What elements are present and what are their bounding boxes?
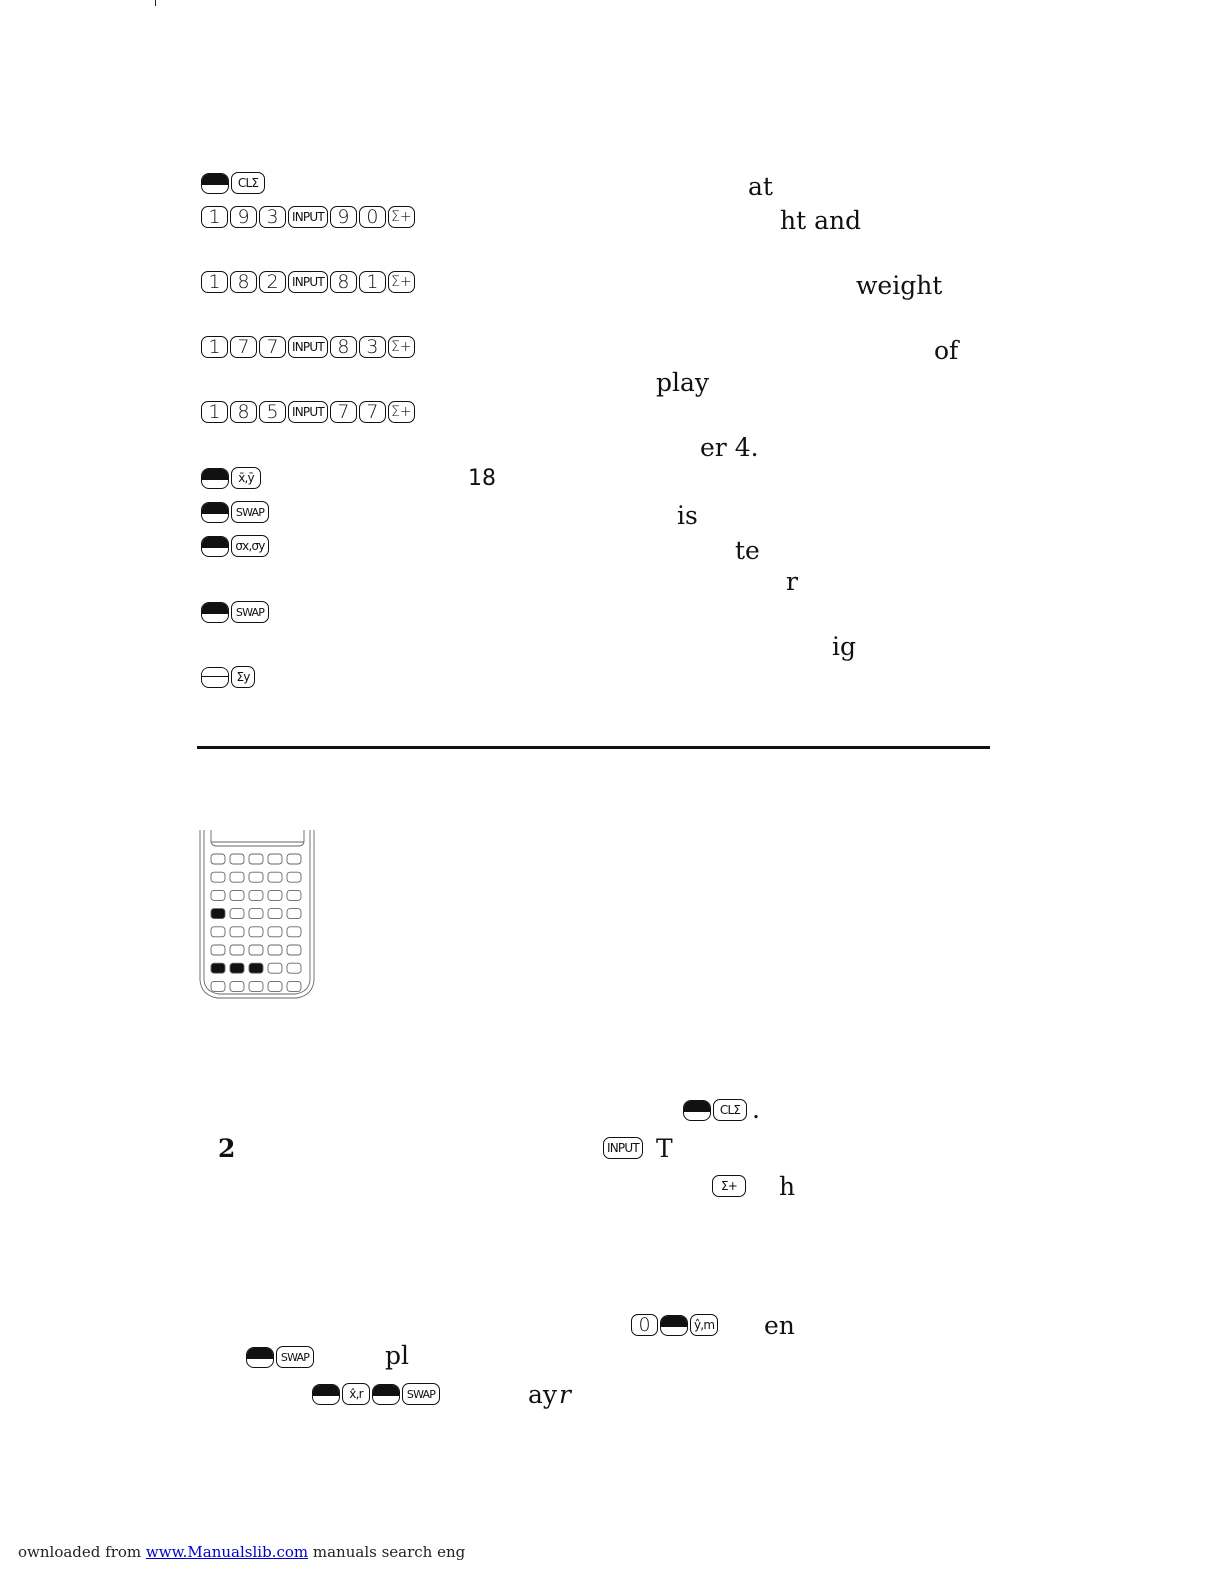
text-fragment: te: [735, 536, 760, 565]
calculator-key: [249, 909, 263, 919]
shift-key-icon: [201, 667, 229, 688]
shift-key-icon: [246, 1347, 274, 1368]
calculator-key: [230, 854, 244, 864]
sum-y-key: Σy: [231, 666, 255, 688]
y-hat-m-key: ŷ,m: [690, 1314, 718, 1336]
footer-prefix: ownloaded from: [18, 1543, 142, 1561]
digit-key: 8: [330, 271, 357, 293]
text-fragment: r: [786, 567, 798, 596]
calculator-key: [287, 909, 301, 919]
text-fragment: er 4.: [700, 433, 759, 462]
digit-key: 7: [259, 336, 286, 358]
calculator-key: [249, 945, 263, 955]
digit-key: 1: [201, 206, 228, 228]
std-dev-key: σx,σy: [231, 535, 269, 557]
shift-key-icon: [372, 1384, 400, 1405]
digit-key: 9: [330, 206, 357, 228]
shift-key-icon: [201, 173, 229, 194]
keystroke-sigma-plus: [712, 1174, 746, 1198]
calculator-key: [268, 909, 282, 919]
calculator-key: [268, 890, 282, 900]
keystroke-sum-y: [201, 665, 255, 689]
keystroke-entry-4: [201, 400, 415, 424]
section-divider: [197, 746, 990, 749]
calculator-key: [287, 945, 301, 955]
text-fragment: .: [752, 1095, 760, 1124]
calculator-key: [249, 981, 263, 991]
keystroke-swap: [246, 1345, 314, 1369]
text-fragment: at: [748, 172, 773, 201]
calculator-key: [230, 909, 244, 919]
x-hat-r-key: x̂,r: [342, 1383, 370, 1405]
calculator-key: [211, 854, 225, 864]
calculator-key: [230, 927, 244, 937]
keystroke-std-dev: [201, 534, 269, 558]
calculator-key: [211, 890, 225, 900]
input-key: INPUT: [288, 206, 328, 228]
text-fragment: pl: [385, 1341, 409, 1370]
calculator-key: [230, 890, 244, 900]
sigma-plus-key: Σ+: [712, 1175, 746, 1197]
digit-key: 2: [259, 271, 286, 293]
digit-key: 0: [631, 1314, 658, 1336]
calculator-key: [211, 963, 225, 973]
swap-key: SWAP: [402, 1383, 440, 1405]
calculator-key: [211, 927, 225, 937]
keystroke-swap: [201, 600, 269, 624]
text-fragment: ay: [528, 1380, 558, 1409]
calculator-key: [287, 890, 301, 900]
digit-key: 1: [201, 336, 228, 358]
text-fragment: weight: [856, 271, 943, 300]
digit-key: 1: [359, 271, 386, 293]
shift-key-icon: [201, 602, 229, 623]
mean-key: x̄,ȳ: [231, 467, 261, 489]
input-key: INPUT: [288, 336, 328, 358]
calculator-key: [268, 872, 282, 882]
calculator-key: [211, 909, 225, 919]
calculator-key: [230, 872, 244, 882]
manualslib-link[interactable]: www.Manualslib.com: [145, 1543, 309, 1561]
digit-key: 5: [259, 401, 286, 423]
digit-key: 7: [230, 336, 257, 358]
sigma-plus-key: Σ+: [388, 206, 415, 228]
digit-key: 8: [330, 336, 357, 358]
cl-sigma-key: CLΣ: [713, 1099, 747, 1121]
calculator-key: [287, 872, 301, 882]
keystroke-swap: [201, 500, 269, 524]
digit-key: 1: [201, 271, 228, 293]
digit-key: 3: [359, 336, 386, 358]
shift-key-icon: [201, 502, 229, 523]
digit-key: 3: [259, 206, 286, 228]
display-value: 18: [468, 466, 496, 491]
text-fragment: is: [677, 501, 698, 530]
step-number: 2: [218, 1134, 236, 1163]
calculator-key: [211, 945, 225, 955]
swap-key: SWAP: [231, 601, 269, 623]
input-key: INPUT: [288, 271, 328, 293]
keystroke-forecast-x: [312, 1382, 440, 1406]
crop-mark: [155, 0, 156, 6]
calculator-key: [268, 945, 282, 955]
input-key: INPUT: [288, 401, 328, 423]
sigma-plus-key: Σ+: [388, 271, 415, 293]
keystroke-input: [603, 1136, 643, 1160]
calculator-key: [211, 872, 225, 882]
sigma-plus-key: Σ+: [388, 336, 415, 358]
calculator-key: [268, 927, 282, 937]
swap-key: SWAP: [231, 501, 269, 523]
text-fragment: r: [559, 1380, 571, 1409]
calculator-key: [287, 927, 301, 937]
calculator-key: [268, 963, 282, 973]
digit-key: 0: [359, 206, 386, 228]
shift-key-icon: [312, 1384, 340, 1405]
keystroke-forecast-y: [631, 1313, 718, 1337]
cl-sigma-key: CLΣ: [231, 172, 265, 194]
calculator-keyboard-icon: [197, 830, 317, 1005]
calculator-key: [249, 854, 263, 864]
text-fragment: of: [934, 336, 959, 365]
digit-key: 7: [330, 401, 357, 423]
swap-key: SWAP: [276, 1346, 314, 1368]
shift-key-icon: [683, 1100, 711, 1121]
input-key: INPUT: [603, 1137, 643, 1159]
digit-key: 8: [230, 271, 257, 293]
keystroke-mean: [201, 466, 261, 490]
keystroke-clear-stats: [683, 1098, 747, 1122]
text-fragment: ig: [832, 632, 856, 661]
keystroke-entry-2: [201, 270, 415, 294]
digit-key: 9: [230, 206, 257, 228]
shift-key-icon: [201, 468, 229, 489]
text-fragment: T: [656, 1134, 673, 1163]
calculator-key: [230, 945, 244, 955]
calculator-key: [249, 927, 263, 937]
text-fragment: play: [656, 368, 710, 397]
footer-suffix: manuals search eng: [312, 1543, 466, 1561]
calculator-key: [287, 854, 301, 864]
calculator-key: [249, 872, 263, 882]
calculator-key: [268, 981, 282, 991]
calculator-key: [249, 963, 263, 973]
text-fragment: ht and: [780, 206, 862, 235]
keystroke-entry-3: [201, 335, 415, 359]
shift-key-icon: [660, 1315, 688, 1336]
digit-key: 8: [230, 401, 257, 423]
text-fragment: h: [779, 1172, 796, 1201]
calculator-key: [287, 963, 301, 973]
text-fragment: en: [764, 1311, 795, 1340]
calculator-key: [230, 963, 244, 973]
keystroke-clear-stats: [201, 171, 265, 195]
footer-source: [18, 1543, 465, 1561]
shift-key-icon: [201, 536, 229, 557]
keystroke-entry-1: [201, 205, 415, 229]
calculator-key: [249, 890, 263, 900]
calculator-key: [287, 981, 301, 991]
calculator-key: [230, 981, 244, 991]
calculator-key: [268, 854, 282, 864]
digit-key: 1: [201, 401, 228, 423]
calculator-key: [211, 981, 225, 991]
digit-key: 7: [359, 401, 386, 423]
sigma-plus-key: Σ+: [388, 401, 415, 423]
